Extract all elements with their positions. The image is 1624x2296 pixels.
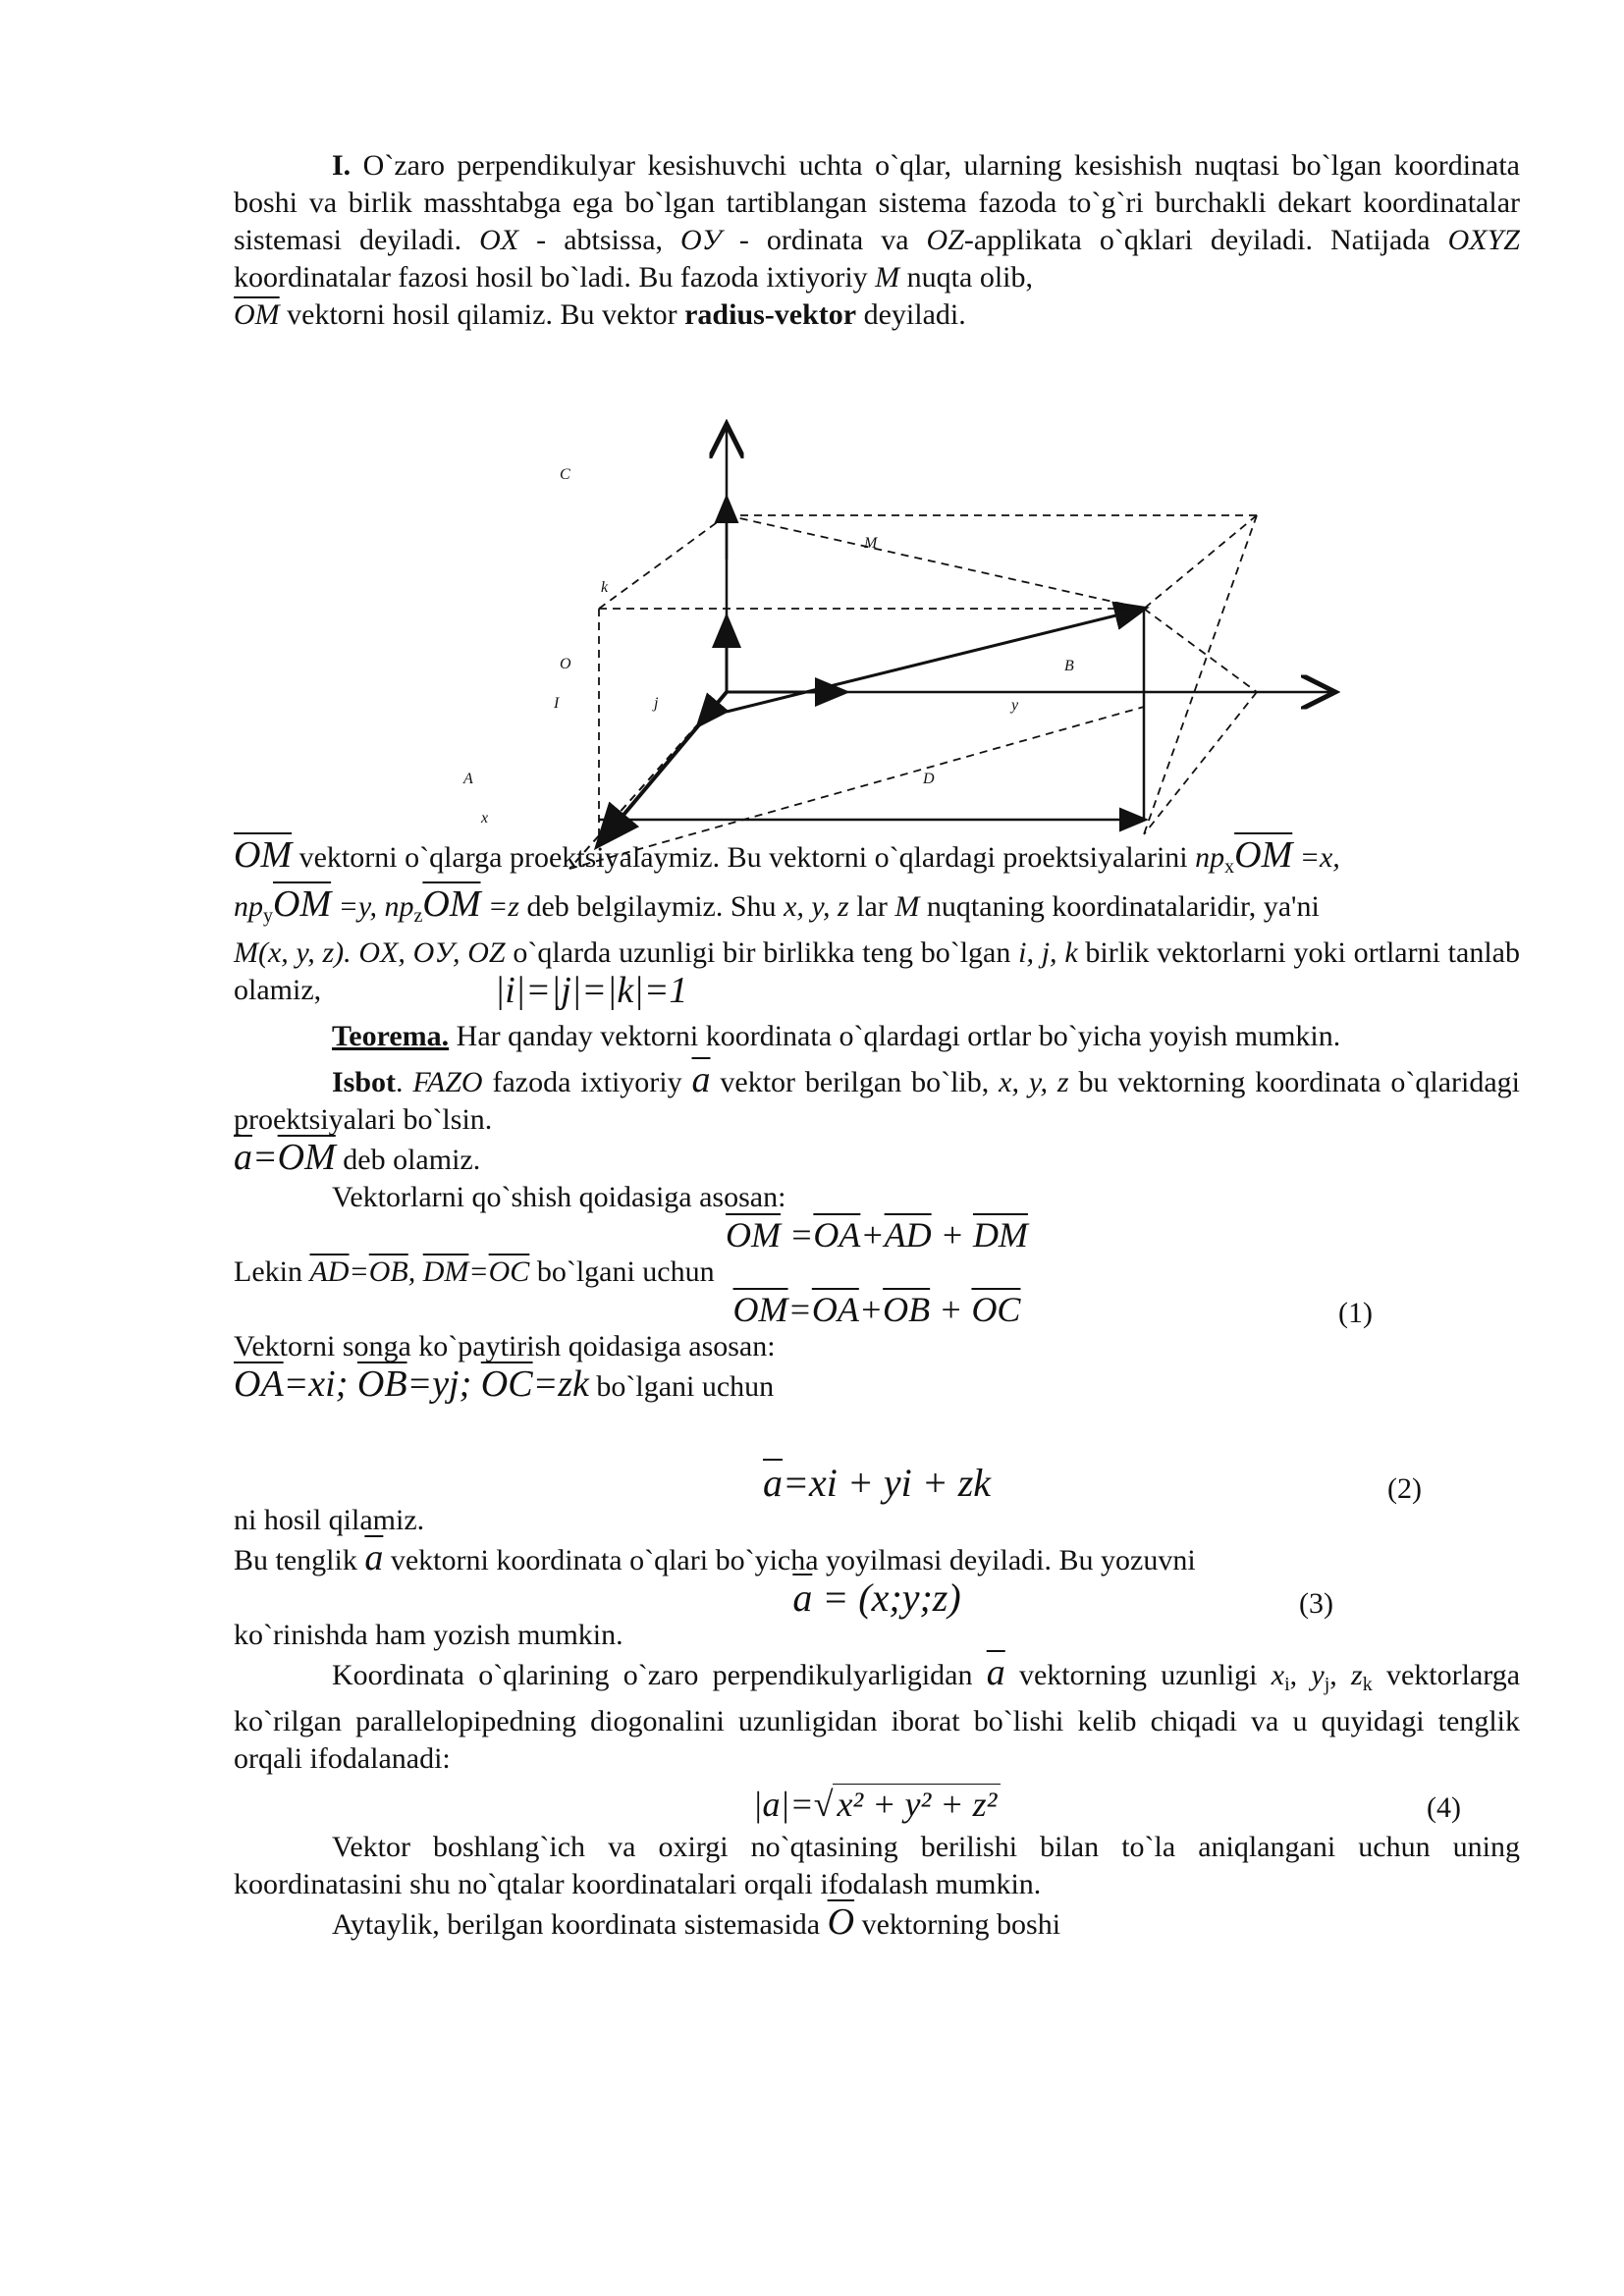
equation-1: $\overline{OM}=\overline{OA}+\overline{OB} + \overline{OC}$ (1) bbox=[234, 1291, 1520, 1328]
scalar-rule: Vektorni songa ko`paytirish qoidasiga asosan: bbox=[234, 1330, 776, 1362]
label-x: x bbox=[481, 810, 489, 827]
label-m: M bbox=[864, 535, 878, 552]
equation-number-3: (3) bbox=[1299, 1587, 1333, 1620]
label-j: j bbox=[654, 695, 659, 712]
vector-j bbox=[699, 692, 727, 724]
equation-3: $\overline{a}$ = (x;y;z) (3) bbox=[234, 1579, 1520, 1617]
hosil-line: ni hosil qilamiz. bbox=[234, 1504, 425, 1536]
label-c: C bbox=[560, 466, 570, 483]
coordinate-system-figure bbox=[452, 412, 1355, 874]
equation-4: |a|=√ x² + y² + z² (4) bbox=[234, 1786, 1520, 1823]
equation-number-1: (1) bbox=[1338, 1297, 1373, 1329]
a-equals-om-line: $\overline{a}=\overline{OM}$ deb olamiz. bbox=[234, 1137, 481, 1178]
projection-line: $\overline{OA}=xi$; $\overline{OB}=yj$; $\overline{OC}=zk$ bo`lgani uchun bbox=[234, 1363, 775, 1405]
label-b: B bbox=[1064, 658, 1074, 674]
equation-number-4: (4) bbox=[1427, 1791, 1461, 1824]
equation-sum: $\overline{OM} =\overline{OA}+\overline{AD} + \overline{DM}$ bbox=[726, 1215, 1028, 1255]
last-line: Aytaylik, berilgan koordinata sistemasida $\overline{O}$ vektorning boshi bbox=[332, 1901, 1061, 1943]
vector-endpoints-paragraph: Vektor boshlang`ich va oxirgi no`qtasining berilishi bilan to`la aniqlangani uchun uning koordinatasini shu no`qtalar koordinatalari orqali ifodalash mumkin. bbox=[234, 1831, 1520, 1900]
intro-paragraph: I. O`zaro perpendikulyar kesishuvchi uchta o`qlar, ularning kesishish nuqtasi bo`lgan koordinata boshi va birlik masshtabga ega bo`lgan tartiblangan sistema fazoda to`g`ri burchakli dekart koordinatalar sistemasi deyiladi. OX - abtsissa, OУ - ordinata va OZ-applikata o`qklari deyiladi. Natijada OXYZ koordinatalar fazosi hosil bo`ladi. Bu fazoda ixtiyoriy M nuqta olib, $\overline{OM}$ vektorni hosil qilamiz. Bu vektor radius-vektor deyiladi. bbox=[234, 149, 1520, 331]
tenglik-line: Bu tenglik $\overline{a}$ vektorni koordinata o`qlari bo`yicha yoyilmasi deyiladi. Bu yozuvni bbox=[234, 1537, 1196, 1578]
equation-2: $\overline{a}=xi$ + yi + zk (2) bbox=[234, 1465, 1520, 1502]
label-o: O bbox=[560, 656, 571, 672]
equation-number-2: (2) bbox=[1387, 1472, 1422, 1505]
norm-line: |i|=|j|=|k|=1 bbox=[494, 970, 688, 1011]
label-y: y bbox=[1011, 697, 1019, 714]
figure-svg bbox=[452, 412, 1355, 874]
projection-paragraph: $\overline{OM}$ vektorni o`qlarga proektsiyalaymiz. Bu vektorni o`qlardagi proektsiyalarini $np_x\overline{OM} =x$, $np_y\overline{OM} =y$, $np_z\overline{OM} =z$ deb belgilaymiz. Shu x, y, z lar M nuqtaning koordinatalaridir, ya'ni M(x, y, z). OX, OУ, OZ o`qlarda uzunligi bir birlikka teng bo`lgan i, j, k birlik vektorlarni yoki ortlarni tanlab olamiz, bbox=[234, 834, 1520, 1006]
label-a: A bbox=[463, 771, 473, 787]
theorem: Teorema. Har qanday vektorni koordinata o`qlardagi ortlar bo`yicha yoyish mumkin. bbox=[332, 1020, 1341, 1052]
korinish-line: ko`rinishda ham yozish mumkin. bbox=[234, 1619, 623, 1651]
lekin-line: Lekin $\overline{AD}=\overline{OB}$, $\overline{DM}=\overline{OC}$ bo`lgani uchun bbox=[234, 1255, 715, 1288]
label-i: I bbox=[554, 695, 560, 712]
proof-paragraph: Isbot. FAZO fazoda ixtiyoriy $\overline{a}$ vektor berilgan bo`lib, x, y, z bu vektorning koordinata o`qlaridagi proektsiyalari bo`lsin. bbox=[234, 1059, 1521, 1136]
label-d: D bbox=[923, 771, 935, 787]
length-paragraph: Koordinata o`qlarining o`zaro perpendikulyarligidan $\overline{a}$ vektorning uzunligi $x_i$, $y_j$, $z_k$ vektorlarga ko`rilgan parallelopipedning diogonalini uzunligidan iborat bo`lishi kelib chiqadi va u quyidagi tenglik orqali ifodalanadi: bbox=[234, 1652, 1521, 1775]
vector-addition-rule: Vektorlarni qo`shish qoidasiga asosan: bbox=[332, 1181, 786, 1213]
vector-om bbox=[727, 609, 1144, 712]
label-k: k bbox=[601, 579, 609, 596]
